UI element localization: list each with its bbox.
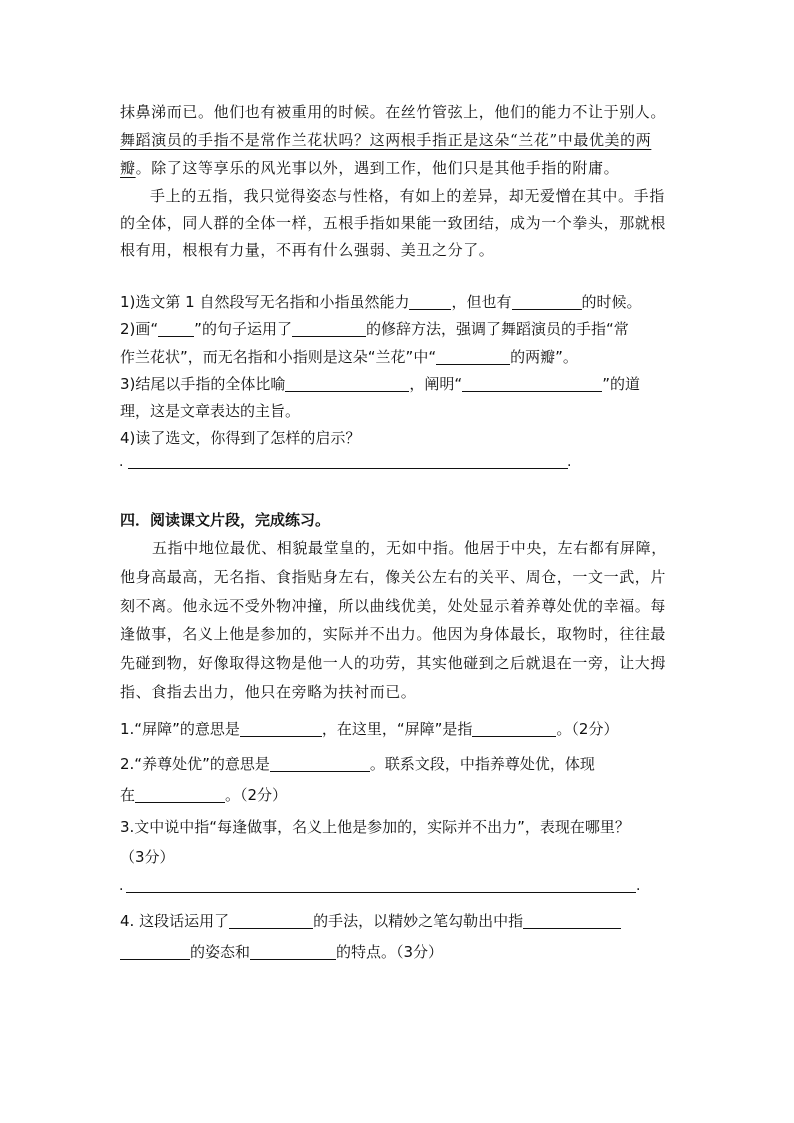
answer-dot-end: .: [567, 454, 572, 470]
question2-3: 3.文中说中指“每逢做事，名义上他是参加的，实际并不出力”，表现在哪里？: [120, 818, 630, 836]
q3-text-b: ，阐明“: [409, 375, 463, 393]
question1-3: [120, 373, 640, 394]
passage1-line6: 根有用，根根有力量，不再有什么强弱、美丑之分了。: [120, 241, 495, 259]
q2-text-e: 的两瓣”。: [510, 348, 578, 366]
passage1-line3-rest: 。除了这等享乐的风光事以外，遇到工作，他们只是其他手指的附庸。: [135, 159, 620, 177]
q2-2-blank-2[interactable]: [135, 787, 225, 803]
question1-4: 4)读了选文，你得到了怎样的启示？: [120, 429, 361, 447]
q2-4-blank-1[interactable]: [229, 913, 313, 929]
question1-1: [120, 291, 642, 312]
q2-2-text-a: 2.“养尊处优”的意思是: [120, 755, 270, 773]
q1-text-b: ，但也有: [451, 293, 512, 311]
q1-blank-2[interactable]: [512, 294, 582, 310]
q2-1-blank-1[interactable]: [240, 721, 322, 737]
question1-2: [120, 318, 629, 339]
section4-line5: 先碰到物，好像取得这物是他一人的功劳，其实他碰到之后就退在一旁，让大拇: [120, 654, 667, 672]
q2-blank-1[interactable]: [158, 321, 194, 337]
answer2-dot-end: .: [636, 878, 641, 894]
q2-text-a: 2)画“: [120, 320, 159, 338]
q1-text-c: 的时候。: [581, 293, 642, 311]
passage1-line1: 抹鼻涕而已。他们也有被重用的时候。在丝竹管弦上，他们的能力不让于别人。: [120, 103, 667, 121]
q2-2-blank-1[interactable]: [270, 756, 370, 772]
answer2-dot-start: .: [119, 878, 124, 894]
passage1-line2: [120, 129, 651, 150]
underlined-sentence-end: 瓣: [120, 159, 136, 177]
answer-line-q3[interactable]: [126, 892, 636, 893]
q2-1-text-c: 。（2分）: [556, 720, 619, 738]
q2-2-text-d: 。（2分）: [225, 786, 288, 804]
question2-2: [120, 753, 595, 774]
q3-blank-2[interactable]: [462, 376, 602, 392]
q2-4-text-a: 4. 这段话运用了: [120, 912, 230, 930]
passage1-line4: 手上的五指，我只觉得姿态与性格，有如上的差异，却无爱憎在其中。手指: [150, 187, 665, 205]
q2-1-text-b: ，在这里，“屏障”是指: [321, 720, 473, 738]
question2-4: [120, 910, 621, 931]
q2-text-d: 作兰花状”，而无名指和小指则是这朵“兰花”中“: [120, 348, 437, 366]
question2-1: [120, 718, 618, 739]
underlined-sentence: 舞蹈演员的手指不是常作兰花状吗？这两根手指正是这朵“兰花”中最优美的两: [120, 131, 652, 149]
q2-4-text-b: 的手法，以精妙之笔勾勒出中指: [313, 912, 524, 930]
question1-2-cont: [120, 346, 578, 367]
q2-4-blank-4[interactable]: [250, 944, 336, 960]
q2-4-text-d: 的特点。（3分）: [336, 943, 444, 961]
q2-2-text-c: 在: [120, 786, 136, 804]
section4-line4: 逢做事，名义上他是参加的，实际并不出力。他因为身体最长，取物时，往往最: [120, 625, 667, 643]
q2-2-text-b: 。联系文段，中指养尊处优，体现: [369, 755, 595, 773]
section4-line3: 刻不离。他永远不受外物冲撞，所以曲线优美，处处显示着养尊处优的幸福。每: [120, 597, 667, 615]
passage1-line5: 的全体，同人群的全体一样，五根手指如果能一致团结，成为一个拳头，那就根: [120, 214, 667, 232]
question2-2-cont: [120, 784, 287, 805]
q2-4-text-c: 的姿态和: [190, 943, 251, 961]
q2-1-text-a: 1.“屏障”的意思是: [120, 720, 240, 738]
q2-1-blank-2[interactable]: [472, 721, 556, 737]
q2-4-blank-3[interactable]: [120, 944, 190, 960]
section4-line2: 他身高最高，无名指、食指贴身左右，像关公左右的关平、周仓，一文一武，片: [120, 568, 667, 586]
passage1-line3: [120, 157, 619, 178]
answer-dot-start: .: [119, 454, 124, 470]
q3-blank-1[interactable]: [285, 376, 409, 392]
question2-4-cont: [120, 941, 443, 962]
q2-4-blank-2[interactable]: [523, 913, 621, 929]
q3-text-a: 3)结尾以手指的全体比喻: [120, 375, 286, 393]
question1-3-cont: 理，这是文章表达的主旨。: [120, 402, 301, 420]
section4-line6: 指、食指去出力，他只在旁略为扶衬而已。: [120, 683, 417, 701]
q3-text-c: ”的道: [602, 375, 640, 393]
q2-blank-3[interactable]: [436, 349, 510, 365]
q2-text-c: 的修辞方法，强调了舞蹈演员的手指“常: [365, 320, 629, 338]
section4-line1: 五指中地位最优、相貌最堂皇的，无如中指。他居于中央，左右都有屏障，: [152, 539, 667, 557]
q1-blank-1[interactable]: [409, 294, 451, 310]
question2-3-score: （3分）: [120, 848, 175, 866]
section4-heading: 四．阅读课文片段，完成练习。: [120, 511, 331, 529]
q2-text-b: ”的句子运用了: [194, 320, 292, 338]
q2-blank-2[interactable]: [292, 321, 366, 337]
answer-line-q4[interactable]: [128, 468, 568, 469]
q1-text-a: 1)选文第 1 自然段写无名指和小指虽然能力: [120, 293, 410, 311]
